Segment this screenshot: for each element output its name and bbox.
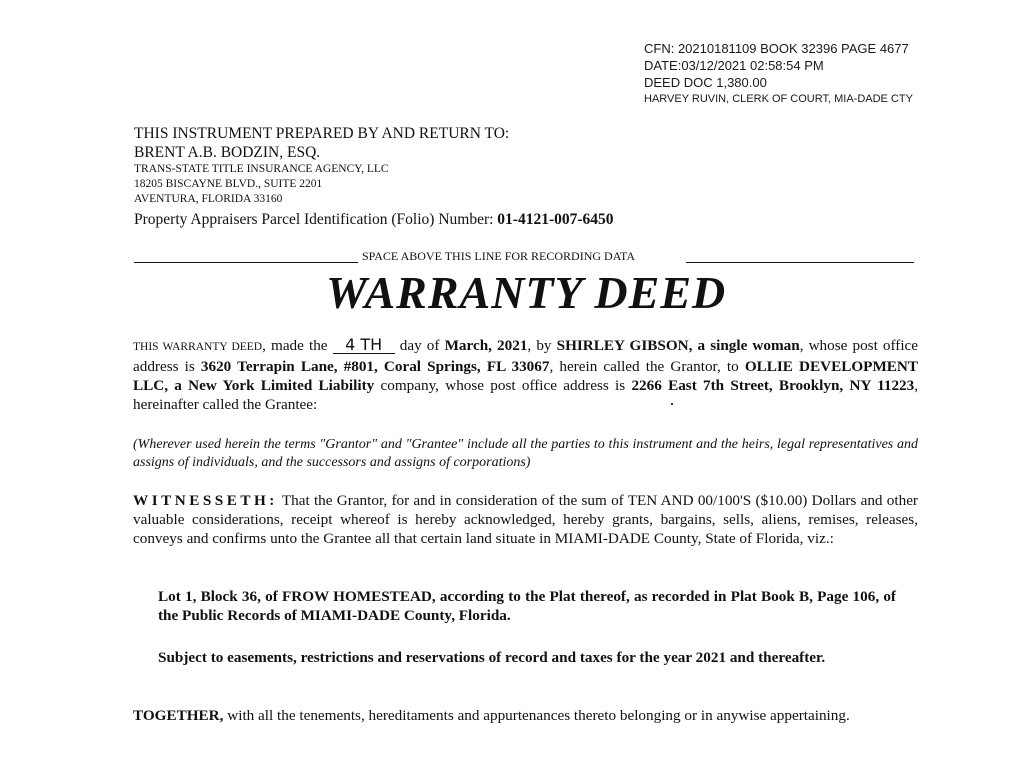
grantee-address: 2266 East 7th Street, Brooklyn, NY 11223 — [631, 377, 915, 394]
document-title: WARRANTY DEED — [326, 267, 727, 318]
together-body: with all the tenements, hereditaments and appurtenances thereto belonging or in anywise appertaining. — [227, 707, 850, 724]
witnesseth-body: That the Grantor, for and in consideration of the sum of TEN AND 00/100'S ($10.00) Dollars and other valuable considerations, receipt whereof is hereby acknowledged, hereby grants, bargains, sells, aliens, remises, releases, conveys and confirms unto the Grantee all that certain land situate in MIAMI-DADE County, State of Florida, viz.: — [133, 492, 918, 547]
prepared-heading: THIS INSTRUMENT PREPARED BY AND RETURN TO: — [134, 125, 510, 142]
grantor-address: 3620 Terrapin Lane, #801, Coral Springs, FL 33067 — [200, 358, 550, 375]
witnesseth-heading: WITNESSETH: — [133, 492, 278, 509]
cfn-line: CFN: 20210181109 BOOK 32396 PAGE 4677 — [644, 41, 909, 56]
handwritten-day: 4 TH — [333, 337, 395, 354]
divider-rule-right — [686, 262, 914, 263]
date-line: DATE:03/12/2021 02:58:54 PM — [644, 58, 824, 73]
together-heading: TOGETHER, — [133, 707, 224, 724]
divider-rule-left — [134, 262, 358, 263]
recording-stamp — [644, 40, 913, 107]
prepared-by-block — [134, 124, 614, 231]
clerk-line: HARVEY RUVIN, CLERK OF COURT, MIA-DADE CTY — [644, 93, 913, 105]
grantee-name: OLLIE DEVELOPMENT LLC, a New York Limited Liability — [133, 358, 919, 394]
subject-to-paragraph: Subject to easements, restrictions and reservations of record and taxes for the year 2021 and thereafter. — [158, 649, 826, 666]
recording-divider — [134, 248, 914, 268]
intro-paragraph — [133, 336, 918, 414]
witnesseth-paragraph — [133, 491, 918, 548]
preparer-city: AVENTURA, FLORIDA 33160 — [134, 193, 283, 205]
together-paragraph — [133, 706, 918, 725]
intro-made-the: , made the — [262, 337, 328, 354]
definitions-paragraph: (Wherever used herein the terms "Grantor" and "Grantee" include all the parties to this instrument and the heirs, legal representatives and assigns of individuals, and the successors and assigns of corporations) — [133, 437, 918, 470]
grantor-name: SHIRLEY GIBSON, a single woman — [556, 337, 800, 354]
folio-label: Property Appraisers Parcel Identification (Folio) Number: — [134, 211, 494, 228]
legal-description: Lot 1, Block 36, of FROW HOMESTEAD, according to the Plat thereof, as recorded in Plat Book B, Page 106, of the Public Records of MIAMI-DADE County, Florida. — [158, 588, 896, 624]
intro-company: company, whose post office address is — [380, 377, 626, 394]
preparer-name: BRENT A.B. BODZIN, ESQ. — [134, 144, 321, 161]
intro-by: , by — [527, 337, 552, 354]
folio-number: 01-4121-007-6450 — [497, 211, 614, 228]
intro-day-of: day of — [399, 337, 440, 354]
intro-whose-po: , whose post office address is — [133, 337, 919, 375]
intro-hereinafter: , hereinafter called the Grantee: — [133, 377, 919, 413]
folio-line — [134, 209, 614, 231]
stray-mark — [671, 403, 673, 405]
intro-herein-grantor: , herein called the Grantor, to — [549, 358, 739, 375]
deed-date: March, 2021 — [444, 337, 528, 354]
deed-doc-line: DEED DOC 1,380.00 — [644, 75, 767, 90]
intro-caps: THIS WARRANTY DEED — [133, 341, 263, 353]
preparer-agency: TRANS-STATE TITLE INSURANCE AGENCY, LLC — [134, 163, 389, 175]
preparer-street: 18205 BISCAYNE BLVD., SUITE 2201 — [134, 178, 323, 190]
recording-space-text: SPACE ABOVE THIS LINE FOR RECORDING DATA — [362, 249, 636, 263]
